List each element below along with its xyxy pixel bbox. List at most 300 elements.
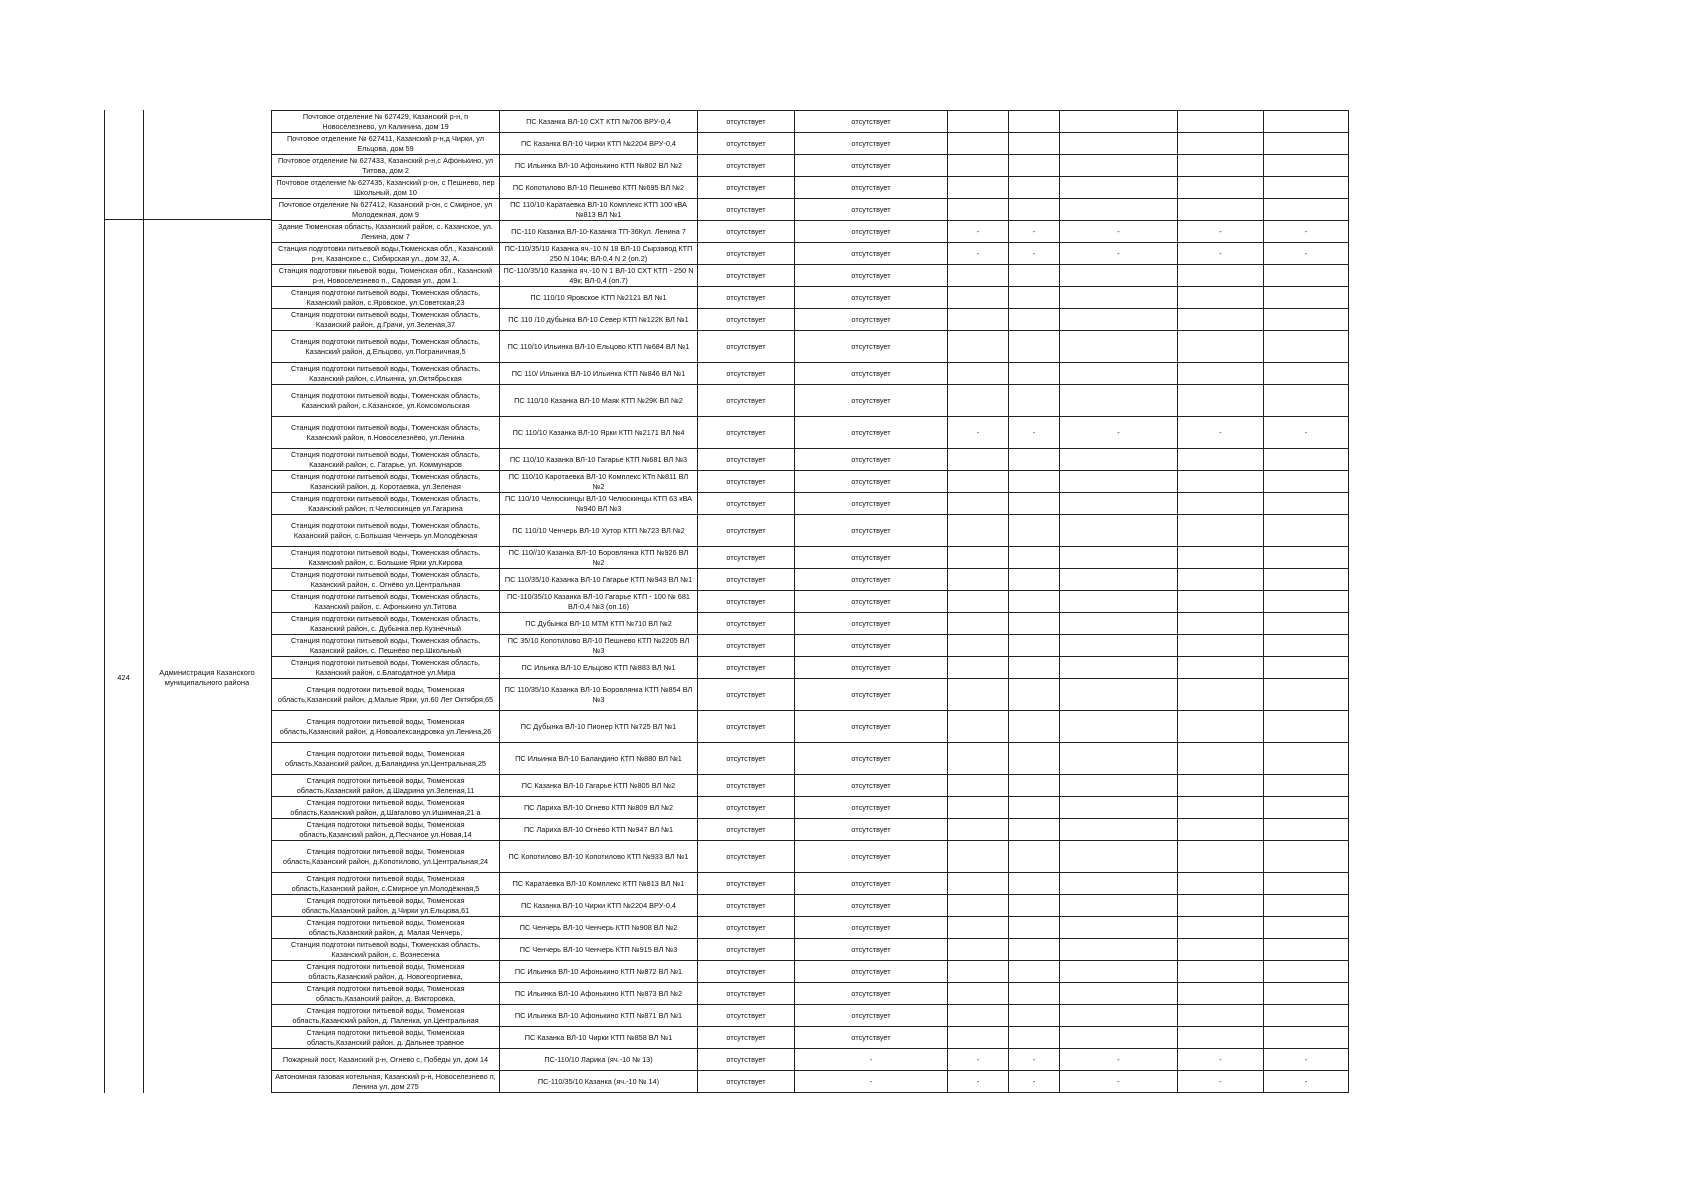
extra-cell (1178, 363, 1264, 385)
address-cell: Станция подготоки питьевой воды, Тюменская область,Казанский район, д. Малая Ченчерь, (272, 917, 500, 939)
extra-cell (1264, 287, 1349, 309)
status-cell: отсутствует (698, 363, 795, 385)
extra-cell (1264, 895, 1349, 917)
extra-cell: - (1178, 243, 1264, 265)
status-cell: отсутствует (795, 385, 948, 417)
group-divider (104, 219, 271, 220)
status-cell: отсутствует (795, 331, 948, 363)
power-source-cell: ПС-110/35/10 Казанка ВЛ-10 Гагарье КТП - 100 № 681 ВЛ-0,4 №3 (оп.16) (500, 591, 698, 613)
extra-cell (1060, 657, 1178, 679)
status-cell: отсутствует (795, 679, 948, 711)
status-cell: отсутствует (698, 265, 795, 287)
address-cell: Станция подготоки питьевой воды, Тюменская область,Казанский район, д.Новоалександровка ул.Ленина,26 (272, 711, 500, 743)
extra-cell (1178, 111, 1264, 133)
extra-cell (948, 449, 1009, 471)
extra-cell (948, 797, 1009, 819)
table-row (272, 133, 1349, 155)
extra-cell (948, 265, 1009, 287)
table-row (272, 493, 1349, 515)
status-cell: отсутствует (795, 547, 948, 569)
address-cell: Станция подготоки питьевой воды, Тюменская область, Казанский район, д.Грачи, ул.Зеленая,37 (272, 309, 500, 331)
status-cell: отсутствует (698, 819, 795, 841)
extra-cell (948, 591, 1009, 613)
address-cell: Станция подготоки питьевой воды, Тюменская область,Казанский район, д.Малые Ярки, ул.60 Лет Октября,65 (272, 679, 500, 711)
table-row (272, 873, 1349, 895)
status-cell: отсутствует (698, 243, 795, 265)
address-cell: Станция подготоки питьевой воды, Тюменская область,Казанский район, с.Смирное ул.Молодёжная,5 (272, 873, 500, 895)
status-cell: отсутствует (698, 177, 795, 199)
status-cell: отсутствует (698, 775, 795, 797)
status-cell: отсутствует (698, 199, 795, 221)
table-row (272, 939, 1349, 961)
status-cell: отсутствует (795, 657, 948, 679)
status-cell: отсутствует (698, 309, 795, 331)
extra-cell (1009, 199, 1060, 221)
status-cell: отсутствует (795, 199, 948, 221)
address-cell: Почтовое отделение № 627435, Казанский р-он, с Пешнево, пер Школьный, дом 10 (272, 177, 500, 199)
status-cell: отсутствует (698, 111, 795, 133)
extra-cell (1264, 819, 1349, 841)
extra-cell (948, 711, 1009, 743)
extra-cell (1009, 493, 1060, 515)
power-source-cell: ПС Казанка ВЛ-10 Чирки КТП №858 ВЛ №1 (500, 1027, 698, 1049)
extra-cell (1060, 1005, 1178, 1027)
table-row (272, 547, 1349, 569)
extra-cell (1264, 775, 1349, 797)
extra-cell (1264, 657, 1349, 679)
extra-cell (1178, 309, 1264, 331)
extra-cell (1264, 873, 1349, 895)
extra-cell (1009, 471, 1060, 493)
power-source-cell: ПС Каратаевка ВЛ-10 Комплекс КТП №813 ВЛ №1 (500, 873, 698, 895)
extra-cell (948, 917, 1009, 939)
address-cell: Почтовое отделение № 627429, Казанский р-н, п Новоселезнево, ул Калинина, дом 19 (272, 111, 500, 133)
table-row (272, 309, 1349, 331)
extra-cell (948, 775, 1009, 797)
extra-cell (1009, 1005, 1060, 1027)
power-source-cell: ПС 110/10 Казанка ВЛ-10 Ярки КТП №2171 ВЛ №4 (500, 417, 698, 449)
address-cell: Станция подготовки пиьевой воды, Тюменская обл., Казанский р-н, Новоселезнево п., Садовая ул., дом 1. (272, 265, 500, 287)
power-source-cell: ПС Казанка ВЛ-10 Гагарье КТП №805 ВЛ №2 (500, 775, 698, 797)
extra-cell (1060, 177, 1178, 199)
extra-cell (1009, 331, 1060, 363)
status-cell: отсутствует (698, 287, 795, 309)
extra-cell (1178, 199, 1264, 221)
status-cell: отсутствует (698, 449, 795, 471)
table-row (272, 917, 1349, 939)
status-cell: отсутствует (698, 635, 795, 657)
extra-cell: - (1009, 1049, 1060, 1071)
extra-cell (1009, 743, 1060, 775)
extra-cell (1060, 449, 1178, 471)
status-cell: отсутствует (698, 983, 795, 1005)
power-source-cell: ПС 110/35/10 Казанка ВЛ-10 Боровлянка КТП №854 ВЛ №3 (500, 679, 698, 711)
extra-cell (1264, 265, 1349, 287)
extra-cell (1178, 613, 1264, 635)
power-source-cell: ПС Дубынка ВЛ-10 МТМ КТП №710 ВЛ №2 (500, 613, 698, 635)
table-row (272, 417, 1349, 449)
extra-cell (948, 743, 1009, 775)
extra-cell (1009, 515, 1060, 547)
extra-cell (1009, 939, 1060, 961)
status-cell: отсутствует (698, 1049, 795, 1071)
table-row (272, 591, 1349, 613)
extra-cell (1264, 569, 1349, 591)
status-cell: отсутствует (795, 471, 948, 493)
extra-cell (1178, 797, 1264, 819)
address-cell: Станция подготоки питьевой воды, Тюменская область, Казанский район, д.Ельцово, ул.Пограничная,5 (272, 331, 500, 363)
table-row (272, 841, 1349, 873)
extra-cell (1264, 1027, 1349, 1049)
table-row (272, 1071, 1349, 1093)
power-source-cell: ПС-110/35/10 Казанка яч.-10 N 1 ВЛ-10 СХТ КТП - 250 N 49к; ВЛ-0,4 (оп.7) (500, 265, 698, 287)
status-cell: отсутствует (795, 287, 948, 309)
extra-cell (1009, 775, 1060, 797)
extra-cell (1009, 961, 1060, 983)
extra-cell (1009, 635, 1060, 657)
address-cell: Станция подготоки питьевой воды, Тюменская область, Казанский район, п.Челюскинцев ул.Гагарина (272, 493, 500, 515)
extra-cell (1060, 265, 1178, 287)
extra-cell (1264, 1005, 1349, 1027)
power-source-cell: ПС 110/10 Каратаевка ВЛ-10 Комплекс КТП 100 кВА №813 ВЛ №1 (500, 199, 698, 221)
status-cell: отсутствует (795, 961, 948, 983)
status-cell: отсутствует (698, 1027, 795, 1049)
table-row (272, 569, 1349, 591)
status-cell: отсутствует (795, 635, 948, 657)
extra-cell (1060, 363, 1178, 385)
extra-cell (1009, 917, 1060, 939)
address-cell: Станция подготоки питьевой воды, Тюменская область,Казанский район, д. Викторовка, (272, 983, 500, 1005)
extra-cell (1009, 569, 1060, 591)
power-source-cell: ПС Лариха ВЛ-10 Огнево КТП №947 ВЛ №1 (500, 819, 698, 841)
extra-cell (948, 873, 1009, 895)
extra-cell: - (1060, 221, 1178, 243)
table-row (272, 961, 1349, 983)
extra-cell (1009, 287, 1060, 309)
extra-cell (948, 939, 1009, 961)
extra-cell (1060, 331, 1178, 363)
extra-cell (1009, 657, 1060, 679)
extra-cell (1009, 819, 1060, 841)
status-cell: отсутствует (698, 515, 795, 547)
address-cell: Станция подготоки питьевой воды, Тюменская область, Казанский район, с.Благодатное ул.Мира (272, 657, 500, 679)
address-cell: Автономная газовая котельная, Казанский р-н, Новоселезнево п, Ленина ул, дом 275 (272, 1071, 500, 1093)
status-cell: отсутствует (795, 221, 948, 243)
table-row (272, 287, 1349, 309)
extra-cell (1264, 449, 1349, 471)
power-source-cell: ПС Ильинка ВЛ-10 Афонькино КТП №873 ВЛ №2 (500, 983, 698, 1005)
table-row (272, 635, 1349, 657)
extra-cell: - (1178, 1049, 1264, 1071)
extra-cell (1009, 111, 1060, 133)
table-row (272, 243, 1349, 265)
power-source-cell: ПС 110/ Ильинка ВЛ-10 Ильинка КТП №846 ВЛ №1 (500, 363, 698, 385)
extra-cell (1178, 591, 1264, 613)
address-cell: Станция подготоки питьевой воды, Тюменская область, Казанский район, с. Вознесенка (272, 939, 500, 961)
power-source-cell: ПС-110/10 Ларика (яч.-10 № 13) (500, 1049, 698, 1071)
extra-cell (1009, 797, 1060, 819)
power-source-cell: ПС Ильнка ВЛ-10 Ельцово КТП №883 ВЛ №1 (500, 657, 698, 679)
extra-cell: - (948, 417, 1009, 449)
extra-cell (1060, 287, 1178, 309)
status-cell: отсутствует (698, 493, 795, 515)
extra-cell: - (948, 1071, 1009, 1093)
status-cell: отсутствует (698, 385, 795, 417)
extra-cell (1060, 385, 1178, 417)
table-row (272, 679, 1349, 711)
status-cell: отсутствует (795, 613, 948, 635)
status-cell: отсутствует (795, 515, 948, 547)
extra-cell (948, 331, 1009, 363)
extra-cell (1178, 775, 1264, 797)
address-cell: Станция подготоки питьевой воды, Тюменская область, Казанский район, д. Коротаевка, ул.Зеленая (272, 471, 500, 493)
address-cell: Станция подготоки питьевой воды, Тюменская область, Казанский район, с.Большая Ченчерь ул.Молодёжная (272, 515, 500, 547)
extra-cell (948, 1027, 1009, 1049)
extra-cell (1178, 1027, 1264, 1049)
address-cell: Станция подготоки питьевой воды, Тюменская область, Казанский район, с.Казанское, ул.Комсомольская (272, 385, 500, 417)
extra-cell (948, 515, 1009, 547)
address-cell: Пожарный пост, Казанский р-н, Огнево с, Победы ул, дом 14 (272, 1049, 500, 1071)
power-source-cell: ПС Копотилово ВЛ-10 Копотилово КТП №933 ВЛ №1 (500, 841, 698, 873)
power-source-cell: ПС Казанка ВЛ-10 Чирки КТП №2204 ВРУ-0,4 (500, 895, 698, 917)
extra-cell (948, 199, 1009, 221)
extra-cell (1060, 775, 1178, 797)
extra-cell (1264, 711, 1349, 743)
table-row (272, 385, 1349, 417)
extra-cell (1178, 449, 1264, 471)
power-source-cell: ПС Казанка ВЛ-10 Чирки КТП №2204 ВРУ-0,4 (500, 133, 698, 155)
address-cell: Станция подготоки питьевой воды, Тюменская область, Казанский район, с. Дубынка пер.Кузнечный (272, 613, 500, 635)
status-cell: отсутствует (698, 895, 795, 917)
extra-cell (1009, 873, 1060, 895)
left-rule-1 (104, 110, 105, 1093)
status-cell: отсутствует (795, 569, 948, 591)
power-source-cell: ПС 110/10 Яровское КТП №2121 ВЛ №1 (500, 287, 698, 309)
extra-cell (1060, 635, 1178, 657)
extra-cell: - (1009, 221, 1060, 243)
table-row (272, 657, 1349, 679)
table-row (272, 1049, 1349, 1071)
extra-cell (948, 493, 1009, 515)
extra-cell (1178, 711, 1264, 743)
extra-cell (1178, 133, 1264, 155)
extra-cell (948, 155, 1009, 177)
extra-cell (1264, 547, 1349, 569)
extra-cell (1264, 155, 1349, 177)
extra-cell (1009, 133, 1060, 155)
extra-cell (1009, 155, 1060, 177)
extra-cell (1178, 841, 1264, 873)
status-cell: отсутствует (698, 1005, 795, 1027)
extra-cell (1178, 547, 1264, 569)
extra-cell (1264, 797, 1349, 819)
left-rule-2 (143, 110, 144, 1093)
table-row (272, 983, 1349, 1005)
status-cell: отсутствует (795, 133, 948, 155)
status-cell: отсутствует (795, 177, 948, 199)
extra-cell (948, 111, 1009, 133)
extra-cell (1178, 1005, 1264, 1027)
address-cell: Станция подготоки питьевой воды, Тюменская область,Казанский район, д.Шадрина ул.Зеленая,11 (272, 775, 500, 797)
power-source-cell: ПС 110/10 Каротаевка ВЛ-10 Комплекс КТп №811 ВЛ №2 (500, 471, 698, 493)
extra-cell (1060, 743, 1178, 775)
status-cell: отсутствует (795, 111, 948, 133)
extra-cell (1060, 711, 1178, 743)
extra-cell (1264, 613, 1349, 635)
entry-number: 424 (117, 673, 130, 682)
status-cell: отсутствует (795, 743, 948, 775)
power-source-cell: ПС Копотилово ВЛ-10 Пешнево КТП №695 ВЛ №2 (500, 177, 698, 199)
extra-cell (1060, 199, 1178, 221)
status-cell: отсутствует (698, 711, 795, 743)
table-row (272, 895, 1349, 917)
extra-cell (1009, 1027, 1060, 1049)
extra-cell (1178, 635, 1264, 657)
status-cell: отсутствует (795, 243, 948, 265)
power-source-cell: ПС Лариха ВЛ-10 Огнево КТП №809 ВЛ №2 (500, 797, 698, 819)
extra-cell (1264, 133, 1349, 155)
address-cell: Здание Тюменская область, Казанский район, с. Казанское, ул. Ленина, дом 7 (272, 221, 500, 243)
status-cell: отсутствует (698, 743, 795, 775)
address-cell: Почтовое отделение № 627433, Казанский р-н,с Афонькино, ул Титова, дом 2 (272, 155, 500, 177)
extra-cell (1060, 515, 1178, 547)
power-source-cell: ПС 110/10 Ильинка ВЛ-10 Ельцово КТП №684 ВЛ №1 (500, 331, 698, 363)
status-cell: отсутствует (795, 917, 948, 939)
extra-cell (1264, 635, 1349, 657)
extra-cell (1178, 939, 1264, 961)
extra-cell (1009, 711, 1060, 743)
extra-cell (1178, 917, 1264, 939)
table-row (272, 177, 1349, 199)
address-cell: Станция подготоки питьевой воды, Тюменская область, Казанский район, с.Яровское, ул.Советская,23 (272, 287, 500, 309)
status-cell: отсутствует (698, 657, 795, 679)
extra-cell (1060, 961, 1178, 983)
extra-cell (1009, 895, 1060, 917)
extra-cell (1060, 797, 1178, 819)
status-cell: отсутствует (795, 449, 948, 471)
table-row (272, 711, 1349, 743)
status-cell: отсутствует (698, 591, 795, 613)
table-row (272, 819, 1349, 841)
extra-cell: - (1060, 243, 1178, 265)
extra-cell: - (1009, 243, 1060, 265)
extra-cell (1264, 493, 1349, 515)
extra-cell (1264, 679, 1349, 711)
status-cell: отсутствует (795, 417, 948, 449)
status-cell: отсутствует (795, 983, 948, 1005)
extra-cell (1178, 895, 1264, 917)
address-cell: Станция подготоки питьевой воды, Тюменская область,Казанский район, д.Баландина ул.Центральная,25 (272, 743, 500, 775)
extra-cell (948, 895, 1009, 917)
extra-cell (1060, 1027, 1178, 1049)
status-cell: отсутствует (795, 1005, 948, 1027)
extra-cell (1009, 613, 1060, 635)
extra-cell: - (1009, 1071, 1060, 1093)
extra-cell (948, 613, 1009, 635)
status-cell: отсутствует (698, 569, 795, 591)
extra-cell (1264, 363, 1349, 385)
status-cell: отсутствует (795, 155, 948, 177)
extra-cell (1009, 449, 1060, 471)
extra-cell (948, 819, 1009, 841)
extra-cell (1264, 385, 1349, 417)
status-cell: отсутствует (698, 221, 795, 243)
extra-cell (1178, 287, 1264, 309)
status-cell: отсутствует (698, 917, 795, 939)
extra-cell (1178, 983, 1264, 1005)
table-row (272, 1005, 1349, 1027)
extra-cell (948, 385, 1009, 417)
extra-cell (948, 569, 1009, 591)
status-cell: отсутствует (698, 155, 795, 177)
extra-cell: - (1178, 1071, 1264, 1093)
extra-cell (1264, 515, 1349, 547)
extra-cell (1060, 309, 1178, 331)
address-cell: Станция подготоки питьевой воды, Тюменская область,Казанский район, д. Дальнее травное (272, 1027, 500, 1049)
extra-cell (1060, 983, 1178, 1005)
extra-cell (1178, 819, 1264, 841)
extra-cell (1060, 569, 1178, 591)
address-cell: Станция подготоки питьевой воды, Тюменская область, Казанский район, с. Огнёво ул.Центральная (272, 569, 500, 591)
status-cell: отсутствует (698, 679, 795, 711)
extra-cell (1060, 917, 1178, 939)
extra-cell (1009, 309, 1060, 331)
status-cell: отсутствует (795, 895, 948, 917)
table-row (272, 331, 1349, 363)
extra-cell (1264, 961, 1349, 983)
extra-cell (1178, 331, 1264, 363)
address-cell: Станция подготоки питьевой воды, Тюменская область,Казанский район, д. Новогеоргиевка, (272, 961, 500, 983)
extra-cell: - (1060, 417, 1178, 449)
status-cell: отсутствует (795, 309, 948, 331)
extra-cell (1178, 265, 1264, 287)
extra-cell (1264, 743, 1349, 775)
extra-cell (1264, 309, 1349, 331)
extra-cell: - (1264, 1049, 1349, 1071)
power-source-cell: ПС 110/35/10 Казанка ВЛ-10 Гагарье КТП №943 ВЛ №1 (500, 569, 698, 591)
extra-cell (1178, 743, 1264, 775)
extra-cell (1009, 983, 1060, 1005)
extra-cell (1264, 199, 1349, 221)
power-source-cell: ПС Ильинка ВЛ-10 Баландино КТП №880 ВЛ №1 (500, 743, 698, 775)
extra-cell (1178, 569, 1264, 591)
address-cell: Станция подготоки питьевой воды, Тюменская область, Казанский район, с. Гагарье, ул. Коммунаров (272, 449, 500, 471)
power-source-cell: ПС Ченчерь ВЛ-10 Ченчерь КТП №908 ВЛ №2 (500, 917, 698, 939)
extra-cell: - (1060, 1049, 1178, 1071)
extra-cell (948, 177, 1009, 199)
status-cell: отсутствует (795, 939, 948, 961)
extra-cell (1178, 471, 1264, 493)
objects-table (271, 110, 1349, 1093)
status-cell: отсутствует (698, 613, 795, 635)
power-source-cell: ПС-110 Казанка ВЛ-10-Казанка ТП-36Кул. Ленина 7 (500, 221, 698, 243)
extra-cell (948, 983, 1009, 1005)
status-cell: - (795, 1071, 948, 1093)
extra-cell: - (1264, 221, 1349, 243)
extra-cell (948, 133, 1009, 155)
extra-cell (948, 679, 1009, 711)
status-cell: отсутствует (795, 873, 948, 895)
extra-cell (1060, 841, 1178, 873)
extra-cell (1060, 133, 1178, 155)
address-cell: Станция подготоки питьевой воды, Тюменская область, Казанский район, с. Пешнёво пер.Школьный (272, 635, 500, 657)
address-cell: Станция подготовки питьевой воды,Тюменская обл., Казанский р-н, Казанское с., Сибирская ул., дом 32, А. (272, 243, 500, 265)
extra-cell (948, 309, 1009, 331)
address-cell: Станция подготоки питьевой воды, Тюменская область, Казанский район, п.Новоселезнёво, ул.Ленина (272, 417, 500, 449)
extra-cell: - (1178, 221, 1264, 243)
power-source-cell: ПС-110/35/10 Казанка яч.-10 N 18 ВЛ-10 Сырзавод КТП 250 N 104к; ВЛ-0,4 N 2 (оп.2) (500, 243, 698, 265)
status-cell: отсутствует (698, 471, 795, 493)
